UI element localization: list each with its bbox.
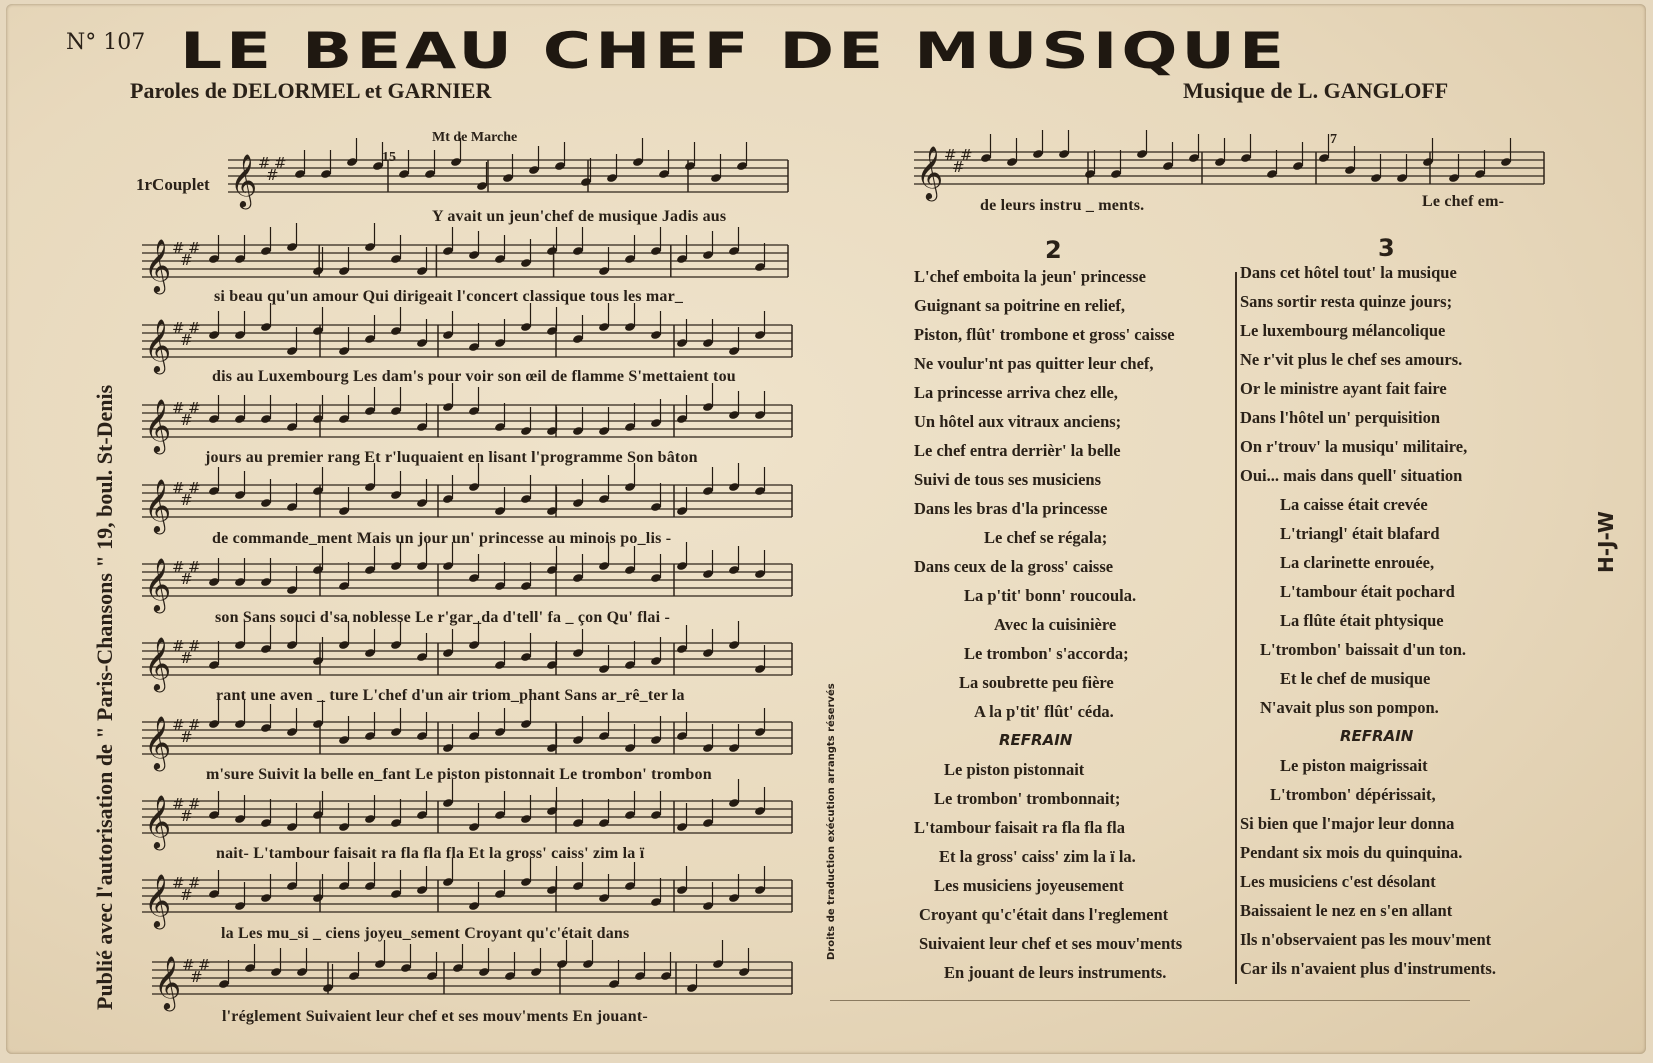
sharp-icon: # xyxy=(266,166,279,184)
sharp-icon: # xyxy=(952,158,965,176)
sharp-icon: # xyxy=(180,728,193,746)
lyric-line: Le chef em- xyxy=(1422,193,1505,210)
sharp-icon: # xyxy=(188,319,201,337)
staff xyxy=(142,779,792,850)
publisher-note: Publié avec l'autorisation de " Paris-Chansons " 19, boul. St-Denis xyxy=(92,384,117,1010)
staff xyxy=(142,383,792,454)
composer-credit: Musique de L. GANGLOFF xyxy=(1183,78,1449,103)
song-title: LE BEAU CHEF DE MUSIQUE xyxy=(180,22,1289,80)
staff xyxy=(142,463,792,534)
verse-line: Pendant six mois du quinquina. xyxy=(1240,843,1463,862)
verse-line: La soubrette peu fière xyxy=(959,673,1114,692)
bottom-rule xyxy=(830,1000,1470,1001)
sharp-icon: # xyxy=(188,558,201,576)
verse-line: Et la gross' caiss' zim la ï la. xyxy=(939,847,1136,866)
verse-line: La caisse était crevée xyxy=(1280,495,1428,514)
verse-line: Un hôtel aux vitraux anciens; xyxy=(914,412,1122,431)
treble-clef-icon: 𝄞 xyxy=(916,145,944,199)
verse-line: La flûte était phtysique xyxy=(1280,611,1444,630)
verse-line: Car ils n'avaient plus d'instruments. xyxy=(1240,959,1496,978)
lyric-line: de leurs instru _ ments. xyxy=(980,197,1145,214)
sharp-icon: # xyxy=(180,251,193,269)
verse-line: Oui... mais dans quell' situation xyxy=(1240,466,1463,485)
sharp-icon: # xyxy=(180,570,193,588)
lyric-line: rant une aven _ ture L'chef d'un air triom_phant Sans ar_rê_ter la xyxy=(216,687,685,704)
tempo-marking: Mt de Marche xyxy=(432,130,518,145)
verse-line: La p'tit' bonn' roucoula. xyxy=(964,586,1137,605)
treble-clef-icon: 𝄞 xyxy=(144,238,172,292)
verse-number: 3 xyxy=(1378,234,1395,262)
lyric-line: Y avait un jeun'chef de musique Jadis aus xyxy=(432,208,727,225)
lyric-line: dis au Luxembourg Les dam's pour voir son œil de flamme S'mettaient tou xyxy=(212,368,736,385)
sharp-icon: # xyxy=(172,874,185,892)
treble-clef-icon: 𝄞 xyxy=(144,794,172,848)
verse-line: Sans sortir resta quinze jours; xyxy=(1240,292,1453,311)
verse-line: Les musiciens joyeusement xyxy=(934,876,1124,895)
measure-number-15: 15 xyxy=(382,150,396,165)
verse-line: Les musiciens c'est désolant xyxy=(1240,872,1436,891)
sharp-icon: # xyxy=(274,154,287,172)
sharp-icon: # xyxy=(188,874,201,892)
staff xyxy=(142,223,788,294)
verse-line: L'trombon' baissait d'un ton. xyxy=(1260,640,1467,659)
sharp-icon: # xyxy=(258,154,271,172)
verse-line: Le trombon' s'accorda; xyxy=(964,644,1129,663)
verse-line: Baissaient le nez en s'en allant xyxy=(1240,901,1453,920)
sharp-icon: # xyxy=(172,795,185,813)
verse-line: Or le ministre ayant fait faire xyxy=(1240,379,1447,398)
sharp-icon: # xyxy=(180,886,193,904)
measure-number-7: 7 xyxy=(1330,132,1337,147)
verse-3 xyxy=(1240,258,1496,983)
lyric-line: jours au premier rang Et r'luquaient en lisant l'programme Son bâton xyxy=(205,449,698,466)
verse-line: On r'trouv' la musiqu' militaire, xyxy=(1240,437,1468,456)
sharp-icon: # xyxy=(172,716,185,734)
sharp-icon: # xyxy=(188,637,201,655)
lyric-line: l'réglement Suivaient leur chef et ses mouv'ments En jouant- xyxy=(222,1008,648,1025)
sharp-icon: # xyxy=(180,649,193,667)
sharp-icon: # xyxy=(172,558,185,576)
sharp-icon: # xyxy=(944,146,957,164)
sharp-icon: # xyxy=(180,331,193,349)
sharp-icon: # xyxy=(172,239,185,257)
verse-line: La clarinette enrouée, xyxy=(1280,553,1435,572)
rights-notice: Droits de traduction exécution arrangts réservés xyxy=(826,683,837,960)
sharp-icon: # xyxy=(198,956,211,974)
verse-line: Ne r'vit plus le chef ses amours. xyxy=(1240,350,1463,369)
staff xyxy=(152,940,792,1011)
sharp-icon: # xyxy=(180,807,193,825)
staff xyxy=(142,700,792,771)
verse-2 xyxy=(914,262,1182,987)
verse-line: Piston, flût' trombone et gross' caisse xyxy=(914,325,1175,344)
sharp-icon: # xyxy=(180,491,193,509)
refrain-label: REFRAIN xyxy=(999,731,1073,749)
staff xyxy=(142,303,792,374)
lyric-line: nait- L'tambour faisait ra fla fla fla Et la gross' caiss' zim la ï xyxy=(216,845,645,862)
verse-line: L'triangl' était blafard xyxy=(1280,524,1440,543)
verse-line: Ils n'observaient pas les mouv'ment xyxy=(1240,930,1492,949)
verse-line: La princesse arriva chez elle, xyxy=(914,383,1118,402)
staff xyxy=(228,138,788,209)
verse-line: Dans les bras d'la princesse xyxy=(914,499,1108,518)
sharp-icon: # xyxy=(172,319,185,337)
sharp-icon: # xyxy=(172,637,185,655)
treble-clef-icon: 𝄞 xyxy=(154,955,182,1009)
column-divider xyxy=(1235,272,1237,984)
verse-number: 2 xyxy=(1045,236,1062,264)
verse-line: Le chef se régala; xyxy=(984,528,1108,547)
verse-line: Guignant sa poitrine en relief, xyxy=(914,296,1125,315)
sharp-icon: # xyxy=(190,968,203,986)
verse-line: Le chef entra derrièr' la belle xyxy=(914,441,1121,460)
verse-line: L'chef emboita la jeun' princesse xyxy=(914,267,1146,286)
treble-clef-icon: 𝄞 xyxy=(144,478,172,532)
verse-line: L'tambour était pochard xyxy=(1280,582,1455,601)
verse-line: A la p'tit' flût' céda. xyxy=(974,702,1114,721)
lyric-line: de commande_ment Mais un jour un' princesse au minois po_lis - xyxy=(212,530,672,547)
sharp-icon: # xyxy=(182,956,195,974)
sharp-icon: # xyxy=(188,239,201,257)
verse-line: N'avait plus son pompon. xyxy=(1260,698,1439,717)
treble-clef-icon: 𝄞 xyxy=(144,715,172,769)
sharp-icon: # xyxy=(188,479,201,497)
lyric-line: la Les mu_si _ ciens joyeu_sement Croyant qu'c'était dans xyxy=(221,925,630,942)
song-number: N° 107 xyxy=(66,30,146,55)
staff xyxy=(142,542,792,613)
sharp-icon: # xyxy=(960,146,973,164)
treble-clef-icon: 𝄞 xyxy=(144,398,172,452)
staff xyxy=(142,621,792,692)
printer-mark: H-J-W xyxy=(1593,511,1618,573)
verse-line: Le piston pistonnait xyxy=(944,760,1085,779)
verse-line: Dans l'hôtel un' perquisition xyxy=(1240,408,1441,427)
staff xyxy=(142,858,792,929)
sharp-icon: # xyxy=(188,795,201,813)
refrain-label: REFRAIN xyxy=(1340,727,1414,745)
treble-clef-icon: 𝄞 xyxy=(144,636,172,690)
treble-clef-icon: 𝄞 xyxy=(144,557,172,611)
lyric-line: si beau qu'un amour Qui dirigeait l'concert classique tous les mar_ xyxy=(214,288,684,305)
verse-line: Suivaient leur chef et ses mouv'ments xyxy=(919,934,1183,953)
sharp-icon: # xyxy=(188,716,201,734)
treble-clef-icon: 𝄞 xyxy=(230,153,258,207)
treble-clef-icon: 𝄞 xyxy=(144,318,172,372)
sharp-icon: # xyxy=(172,399,185,417)
verse-line: Dans cet hôtel tout' la musique xyxy=(1240,263,1457,282)
staff xyxy=(914,130,1544,201)
verse-line: L'tambour faisait ra fla fla fla xyxy=(914,818,1125,837)
verse-line: Et le chef de musique xyxy=(1280,669,1431,688)
lyric-line: son Sans souci d'sa noblesse Le r'gar_da d'tell' fa _ çon Qu' flai - xyxy=(215,609,670,626)
verse-line: En jouant de leurs instruments. xyxy=(944,963,1167,982)
verse-line: Croyant qu'c'était dans l'reglement xyxy=(919,905,1169,924)
lyricists-credit: Paroles de DELORMEL et GARNIER xyxy=(130,78,492,103)
verse-line: Si bien que l'major leur donna xyxy=(1240,814,1455,833)
verse-line: L'trombon' dépérissait, xyxy=(1270,785,1436,804)
sharp-icon: # xyxy=(188,399,201,417)
verse-line: Avec la cuisinière xyxy=(994,615,1117,634)
verse-line: Le piston maigrissait xyxy=(1280,756,1428,775)
verse-line: Ne voulur'nt pas quitter leur chef, xyxy=(914,354,1154,373)
verse-line: Dans ceux de la gross' caisse xyxy=(914,557,1114,576)
sharp-icon: # xyxy=(180,411,193,429)
treble-clef-icon: 𝄞 xyxy=(144,873,172,927)
verse-line: Suivi de tous ses musiciens xyxy=(914,470,1102,489)
lyric-line: m'sure Suivit la belle en_fant Le piston pistonnait Le trombon' trombon xyxy=(206,766,712,783)
verse-line: Le trombon' trombonnait; xyxy=(934,789,1121,808)
sharp-icon: # xyxy=(172,479,185,497)
verse-line: Le luxembourg mélancolique xyxy=(1240,321,1446,340)
couplet-label: 1rCouplet xyxy=(136,175,210,194)
